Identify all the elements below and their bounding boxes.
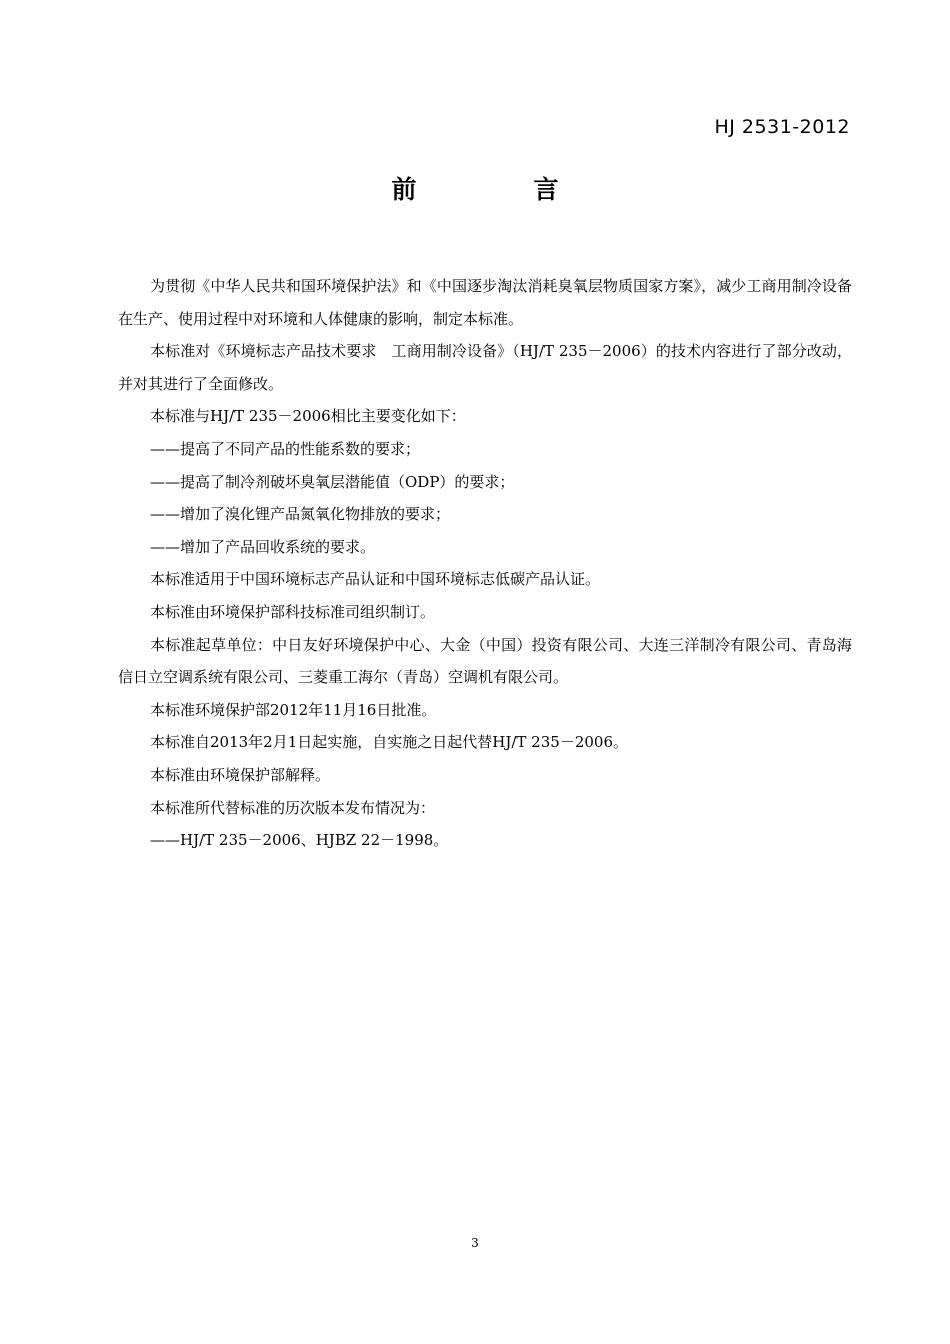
standard-code: HJ 2531-2012	[714, 116, 850, 138]
paragraph-changes-intro: 本标准与HJ/T 235－2006相比主要变化如下：	[150, 407, 466, 426]
paragraph-history-intro: 本标准所代替标准的历次版本发布情况为：	[150, 798, 436, 817]
page-title: 前 言	[391, 175, 605, 204]
list-item-change: ——提高了不同产品的性能系数的要求；	[150, 439, 421, 458]
paragraph-scope: 本标准适用于中国环境标志产品认证和中国环境标志低碳产品认证。	[150, 570, 601, 589]
page-number: 3	[471, 1236, 479, 1250]
list-item-change: ——增加了溴化锂产品氮氧化物排放的要求；	[150, 505, 451, 524]
paragraph-interpretation: 本标准由环境保护部解释。	[150, 765, 331, 784]
paragraph-organizer: 本标准由环境保护部科技标准司组织制订。	[150, 602, 436, 621]
list-item-history: ——HJ/T 235－2006、HJBZ 22－1998。	[150, 831, 449, 850]
list-item-change: ——增加了产品回收系统的要求。	[150, 537, 376, 556]
list-item-change: ——提高了制冷剂破坏臭氧层潜能值（ODP）的要求；	[150, 472, 515, 491]
paragraph-purpose: 为贯彻《中华人民共和国环境保护法》和《中国逐步淘汰消耗臭氧层物质国家方案》，减少工商用制冷设备在生产、使用过程中对环境和人体健康的影响，制定本标准。	[118, 277, 852, 328]
paragraph-revision: 本标准对《环境标志产品技术要求 工商用制冷设备》（HJ/T 235－2006）的技术内容进行了部分改动，并对其进行了全面修改。	[118, 342, 852, 393]
paragraph-effective-date: 本标准自2013年2月1日起实施，自实施之日起代替HJ/T 235－2006。	[150, 733, 628, 752]
document-body	[118, 270, 852, 857]
paragraph-drafting-units: 本标准起草单位：中日友好环境保护中心、大金（中国）投资有限公司、大连三洋制冷有限公司、青岛海信日立空调系统有限公司、三菱重工海尔（青岛）空调机有限公司。	[118, 635, 852, 687]
paragraph-approval: 本标准环境保护部2012年11月16日批准。	[150, 700, 437, 719]
